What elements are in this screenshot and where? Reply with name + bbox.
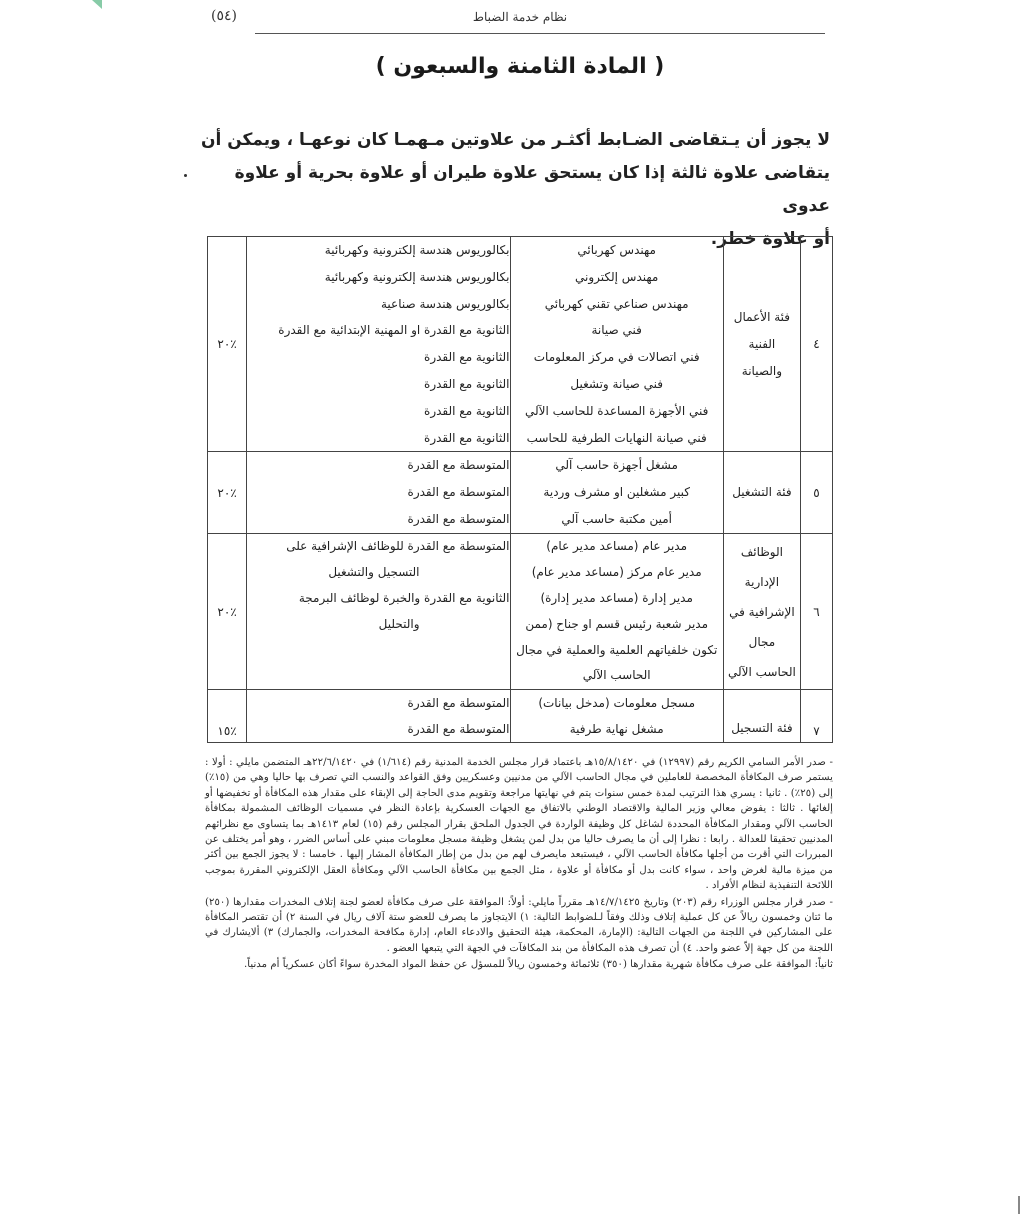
job-title: مدير عام (مساعد مدير عام) [546, 539, 688, 554]
percentage-cell: ٪٢٠ [208, 237, 247, 452]
category-line: الوظائف [740, 544, 783, 559]
percentage-cell: ٪٢٠ [208, 452, 247, 534]
qualification: الثانوية مع القدرة او المهنية الإبتدائية مع القدرة [278, 323, 510, 338]
article-line: يتقاضى علاوة ثالثة إذا كان يستحق علاوة طيران أو علاوة بحرية أو علاوة عدوى [234, 163, 830, 216]
qualification: بكالوريوس هندسة صناعية [381, 296, 510, 311]
jobs-cell [510, 690, 723, 743]
category-cell [723, 690, 800, 743]
qualification: الثانوية مع القدرة والخبرة لوظائف البرمجة [298, 590, 510, 605]
running-title: نظام خدمة الضباط [472, 10, 568, 24]
job-title: الحاسب الآلي [582, 668, 651, 683]
qualification: الثانوية مع القدرة [424, 430, 510, 445]
header-rule [255, 33, 825, 34]
job-title: فني صيانة وتشغيل [570, 376, 663, 391]
job-title: مدير عام مركز (مساعد مدير عام) [531, 565, 702, 580]
category-line: مجال [748, 634, 776, 649]
qualification: المتوسطة مع القدرة [407, 722, 510, 737]
table-row [208, 534, 833, 690]
category-cell [723, 534, 800, 690]
qualification: الثانوية مع القدرة [424, 350, 510, 365]
qualification: المتوسطة مع القدرة [407, 458, 510, 473]
category-line: الإشرافية في [729, 604, 795, 619]
article-line: لا يجوز أن يـتقاضى الضـابط أكثـر من علاوتين مـهمـا كان نوعهـا ، ويمكن أن [200, 130, 830, 150]
job-title: فني صيانة النهايات الطرفية للحاسب [526, 430, 707, 445]
table-row [208, 690, 833, 743]
qualification: الثانوية مع القدرة [424, 403, 510, 418]
article-title: ( المادة الثامنة والسبعون ) [375, 54, 665, 79]
category-cell [723, 452, 800, 534]
row-number: ٥ [800, 452, 832, 534]
footnotes [205, 755, 833, 973]
job-title: كبير مشغلين او مشرف وردية [543, 485, 690, 500]
job-title: مهندس كهربائي [577, 243, 656, 257]
job-title: مسجل معلومات (مدخل بيانات) [538, 696, 696, 711]
qualification: التسجيل والتشغيل [328, 565, 420, 580]
scan-edge-mark [1018, 1196, 1020, 1214]
row-number: ٦ [800, 534, 832, 690]
job-title: مشغل أجهزة حاسب آلي [555, 458, 678, 473]
category-line: والصيانة [741, 363, 783, 378]
qualification: المتوسطة مع القدرة [407, 485, 510, 500]
qualification: بكالوريوس هندسة إلكترونية وكهربائية [324, 269, 510, 284]
qualification: والتحليل [378, 616, 420, 631]
category-line: فئة الأعمال [733, 309, 791, 324]
job-title: فني صيانة [591, 323, 642, 338]
percentage-cell: ٪٢٠ [208, 534, 247, 690]
job-title: مدير شعبة رئيس قسم او جناح (ممن [525, 616, 709, 631]
category-line: فئة التسجيل [731, 721, 793, 736]
qualification: الثانوية مع القدرة [424, 376, 510, 391]
footnote: - صدر الأمر السامي الكريم رقم (١٢٩٩٧) في ١٥/٨/١٤٢٠هـ باعتماد قرار مجلس الخدمة المدنية رقم (١/٦١٤) في ٢٢/٦/١٤٢٠هـ المتضمن مايلي : أولا : يستمر صرف المكافأة المخصصة للعاملين في مجال الحاسب الآلي من مدنيين وعسكريين وفق القواعد والنسب التي تصرف بها حاليا وهي من (١٥٪) إلى (٢٥٪) . ثانيا : يسري هذا الترتيب لمدة خمس سنوات يتم في نهايتها مراجعة وتقويم مدى الحاجة إلى الإبقاء على مقدار هذه المكافأة أو تخفيضها أو إلغائها . ثالثا : يفوض معالي وزير المالية والاقتصاد الوطني بالاتفاق مع الجهات العسكرية بإعادة النظر في مسميات الوظائف المشمولة بمكافأة الحاسب الآلي ومقدار المكافأة المحددة لشاغل كل وظيفة الواردة في الجدول الملحق بقرار المجلس رقم (١٥) لعام ١٤١٣هـ بما يتساوى مع نظرائهم المدنيين تحقيقا للعدالة . رابعا : نظرا إلى أن ما يصرف حاليا من بدل لمن يشغل وظيفة مسجل معلومات مبني على أساس الضرر ، وهو أمر يختلف عن المبررات التي أقرت من أجلها مكافأة الحاسب الآلي ، فيستبعد مايصرف لهم من بدل من إطار المكافأة المشار إليها . خامسا : لا يجوز الجمع بين أكثر من ميزة مالية لغرض واحد ، سواء كانت بدل أو مكافأة أو علاوة ، مثل الجمع بين مكافأة الحاسب الآلي ومكافأة العقل الإلكتروني المقررة بموجب اللائحة التنفيذية لنظام الأفراد . [205, 757, 834, 892]
category-line: الإدارية [744, 574, 780, 589]
job-title: مدير إدارة (مساعد مدير إدارة) [540, 590, 693, 605]
footnote: - صدر قرار مجلس الوزراء رقم (٢٠٣) وتاريخ ١٤/٧/١٤٢٥هـ مقرراً مايلي: أولاً: الموافقة على صرف مكافأة لعضو لجنة إتلاف المخدرات مقدارها (٢٥٠) ما ئتان وخمسون ريالاً عن كل عملية إتلاف وذلك وفقاً لـلضوابط التالية: ١) الايتجاوز ما يصرف للعضو ستة آلاف ريال في السنة ٢) أن تقتصر المكافأة على المشاركين في اللجنة من الجهات التالية: (الإمارة، المحكمة، هيئة التحقيق والادعاء العام، إدارة مكافحة المخدرات، والجمارك) ٣) ألايشارك في اللجنة من كل جهة إلاّ عضو واحد. ٤) أن تصرف هذه المكافأة من بند المكافآت في الجهة التي يتبعها العضو . [205, 896, 834, 954]
table-row [208, 452, 833, 534]
table-row [208, 237, 833, 452]
jobs-cell [510, 237, 723, 452]
qualification: المتوسطة مع القدرة [407, 512, 510, 527]
allowance-table [207, 236, 833, 743]
page-number: (٥٤) [211, 8, 237, 24]
jobs-cell [510, 452, 723, 534]
running-header [205, 8, 835, 30]
job-title: تكون خلفياتهم العلمية والعملية في مجال [516, 642, 718, 657]
footnote: ثانياً: الموافقة على صرف مكافأة شهرية مقدارها (٣٥٠) ثلاثمائة وخمسون ريالاً للمسؤل عن حفظ المواد المخدرة سواءً أكان عسكرياً أم مدنياً. [244, 959, 833, 971]
row-number: ٧ [800, 690, 832, 743]
scan-corner-mark [92, 0, 102, 9]
job-title: مهندس صناعي تقني كهربائي [544, 296, 689, 311]
qualification: بكالوريوس هندسة إلكترونية وكهربائية [324, 243, 510, 257]
qualifications-cell [247, 237, 510, 452]
job-title: مهندس إلكتروني [575, 269, 659, 284]
qualification: المتوسطة مع القدرة للوظائف الإشرافية على [286, 539, 510, 554]
row-number: ٤ [800, 237, 832, 452]
jobs-cell [510, 534, 723, 690]
job-title: فني الأجهزة المساعدة للحاسب الآلي [524, 403, 709, 418]
job-title: فني اتصالات في مركز المعلومات [533, 350, 700, 365]
category-cell [723, 237, 800, 452]
qualifications-cell [247, 690, 510, 743]
article-line: أو علاوة خطر. [710, 229, 830, 249]
category-line: الحاسب الآلي [727, 664, 796, 679]
job-title: مشغل نهاية طرفية [569, 722, 664, 737]
job-title: أمين مكتبة حاسب آلي [561, 512, 672, 527]
percentage-cell: ٪١٥ [208, 690, 247, 743]
stray-mark [184, 174, 187, 177]
qualifications-cell [247, 452, 510, 534]
qualifications-cell [247, 534, 510, 690]
category-line: فئة التشغيل [732, 485, 792, 500]
category-line: الفنية [748, 336, 776, 351]
qualification: المتوسطة مع القدرة [407, 696, 510, 711]
